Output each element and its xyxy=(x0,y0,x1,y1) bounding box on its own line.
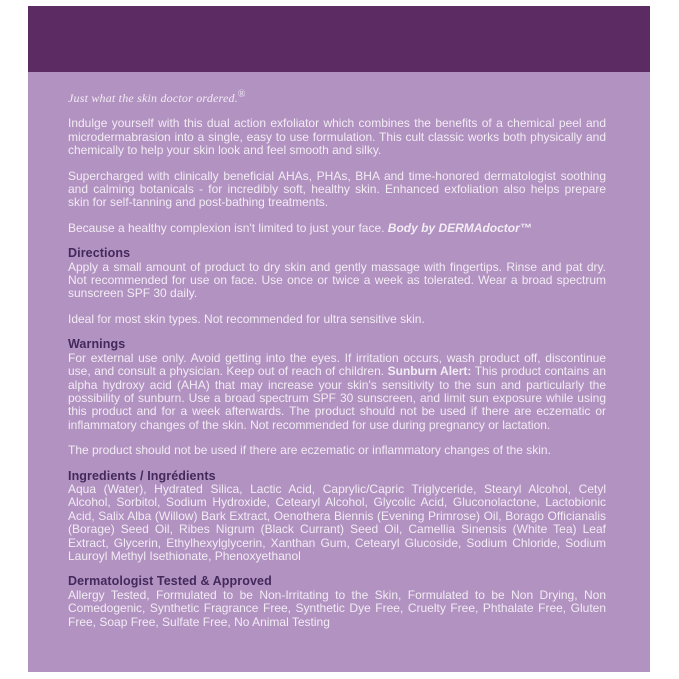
warnings-text-before: For external use only. Avoid getting into the eyes. If irritation occurs, wash product off, discontinue use, and consult a physician. Keep out of reach of children. xyxy=(68,350,606,379)
product-label xyxy=(28,6,650,672)
ingredients-heading: Ingredients / Ingrédients xyxy=(68,468,216,483)
warnings-heading: Warnings xyxy=(68,337,126,352)
tagline-text: Just what the skin doctor ordered. xyxy=(68,91,238,105)
directions-paragraph-1: Apply a small amount of product to dry skin and gently massage with fingertips. Rinse and pat dry. Not recommended for use on face. Use once or twice a week as tolerated. Wear a broad spectrum sunscreen SPF 30 daily. xyxy=(68,259,606,301)
label-text-panel xyxy=(28,72,650,672)
brand-name: Body by DERMAdoctor™ xyxy=(387,220,532,235)
directions-paragraph-2: Ideal for most skin types. Not recommended for ultra sensitive skin. xyxy=(68,311,425,326)
label-header-band xyxy=(28,6,650,72)
warnings-paragraph-1 xyxy=(68,352,606,432)
intro-paragraph-2: Supercharged with clinically beneficial AHAs, PHAs, BHA and time-honored dermatologist soothing and calming botanicals - for incredibly soft, healthy skin. Enhanced exfoliation also helps prepare skin for self-tanning and post-bathing treatments. xyxy=(68,168,606,210)
because-text: Because a healthy complexion isn't limited to just your face. xyxy=(68,220,388,235)
ingredients-list: Aqua (Water), Hydrated Silica, Lactic Acid, Caprylic/Capric Triglyceride, Stearyl Alcohol, Cetyl Alcohol, Sorbitol, Sodium Hydroxide, Cetearyl Alcohol, Glycolic Acid, Gluconolactone, Lactobionic Acid, Salix Alba (Willow) Bark Extract, Oenothera Biennis (Evening Primrose) Oil, Borago Officianalis (Borage) Seed Oil, Ribes Nigrum (Black Currant) Seed Oil, Camellia Sinensis (White Tea) Leaf Extract, Glycerin, Ethylhexylglycerin, Xanthan Gum, Cetearyl Glucoside, Sodium Chloride, Sodium Lauroyl Methyl Isethionate, Phenoxyethanol xyxy=(68,481,606,563)
directions-heading: Directions xyxy=(68,246,131,261)
intro-paragraph-1: Indulge yourself with this dual action exfoliator which combines the benefits of a chemical peel and microdermabrasion into a single, easy to use formulation. This cult classic works both physically and chemically to help your skin look and feel smooth and silky. xyxy=(68,116,606,158)
dermatologist-claims: Allergy Tested, Formulated to be Non-Irritating to the Skin, Formulated to be Non Drying, Non Comedogenic, Synthetic Fragrance Free, Synthetic Dye Free, Cruelty Free, Phthalate Free, Gluten Free, Soap Free, Sulfate Free, No Animal Testing xyxy=(68,587,606,629)
registered-mark: ® xyxy=(237,89,246,100)
warnings-paragraph-2: The product should not be used if there are eczematic or inflammatory changes of the skin. xyxy=(68,443,551,458)
tagline xyxy=(68,89,606,105)
because-line xyxy=(68,222,606,235)
warnings-text-after: This product contains an alpha hydroxy acid (AHA) that may increase your skin's sensitivity to the sun and particularly the possibility of sunburn. Use a broad spectrum SPF 30 sunscreen, and limit sun exposure while using this product and for a week afterwards. The product should not be used if there are eczematic or inflammatory changes of the skin. Not recommended for use during pregnancy or lactation. xyxy=(68,364,607,432)
sunburn-alert-label: Sunburn Alert: xyxy=(387,364,472,379)
dermatologist-heading: Dermatologist Tested & Approved xyxy=(68,574,272,589)
